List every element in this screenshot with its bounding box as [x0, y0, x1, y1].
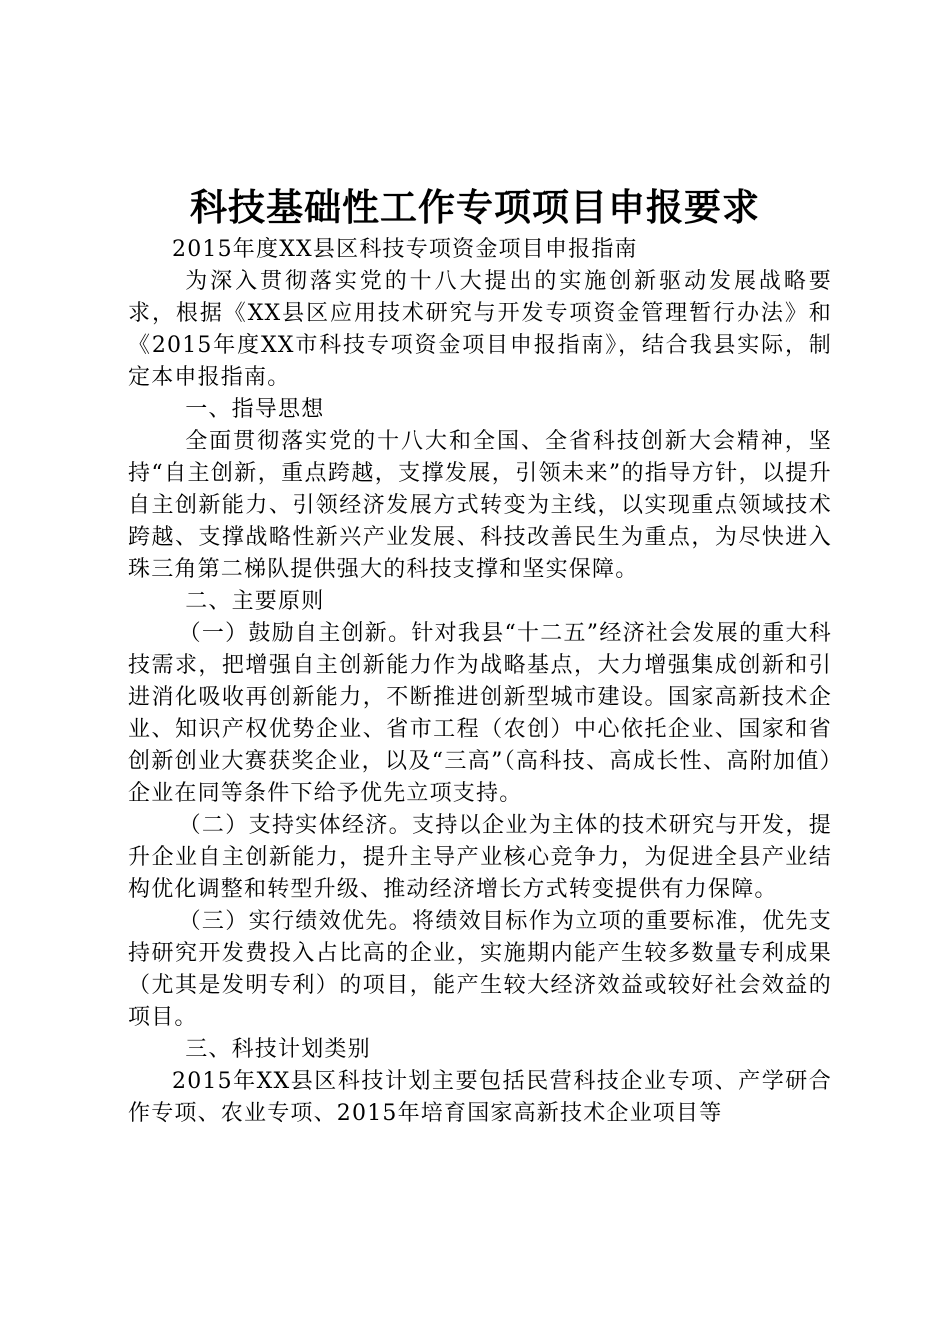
paragraph-principle-2: （二）支持实体经济。支持以企业为主体的技术研究与开发，提升企业自主创新能力，提升主导产业核心竞争力，为促进全县产业结构优化调整和转型升级、推动经济增长方式转变提供有力保障。 [128, 813, 832, 902]
heading-plan-categories: 三、科技计划类别 [185, 1037, 371, 1062]
paragraph-guide-title: 2015年度XX县区科技专项资金项目申报指南 [172, 237, 638, 262]
paragraph-intro: 为深入贯彻落实党的十八大提出的实施创新驱动发展战略要求，根据《XX县区应用技术研究与开发专项资金管理暂行办法》和《2015年度XX市科技专项资金项目申报指南》，结合我县实际，制定本申报指南。 [128, 269, 832, 390]
paragraph-principle-3: （三）实行绩效优先。将绩效目标作为立项的重要标准，优先支持研究开发费投入占比高的企业，实施期内能产生较多数量专利成果（尤其是发明专利）的项目，能产生较大经济效益或较好社会效益的项目。 [128, 909, 832, 1030]
heading-guiding-ideology: 一、指导思想 [185, 397, 325, 422]
document-body [128, 234, 832, 1130]
paragraph-guiding-ideology: 全面贯彻落实党的十八大和全国、全省科技创新大会精神，坚持“自主创新，重点跨越，支撑发展，引领未来”的指导方针，以提升自主创新能力、引领经济发展方式转变为主线，以实现重点领域技术跨越、支撑战略性新兴产业发展、科技改善民生为重点，为尽快进入珠三角第二梯队提供强大的科技支撑和坚实保障。 [128, 429, 832, 582]
paragraph-plan-categories: 2015年XX县区科技计划主要包括民营科技企业专项、产学研合作专项、农业专项、2015年培育国家高新技术企业项目等 [128, 1069, 832, 1126]
heading-main-principles: 二、主要原则 [185, 589, 325, 614]
paragraph-principle-1: （一）鼓励自主创新。针对我县“十二五”经济社会发展的重大科技需求，把增强自主创新能力作为战略基点，大力增强集成创新和引进消化吸收再创新能力，不断推进创新型城市建设。国家高新技术企业、知识产权优势企业、省市工程（农创）中心依托企业、国家和省创新创业大赛获奖企业，以及“三高”（高科技、高成长性、高附加值）企业在同等条件下给予优先立项支持。 [128, 621, 832, 806]
document-title: 科技基础性工作专项项目申报要求 [190, 186, 760, 229]
